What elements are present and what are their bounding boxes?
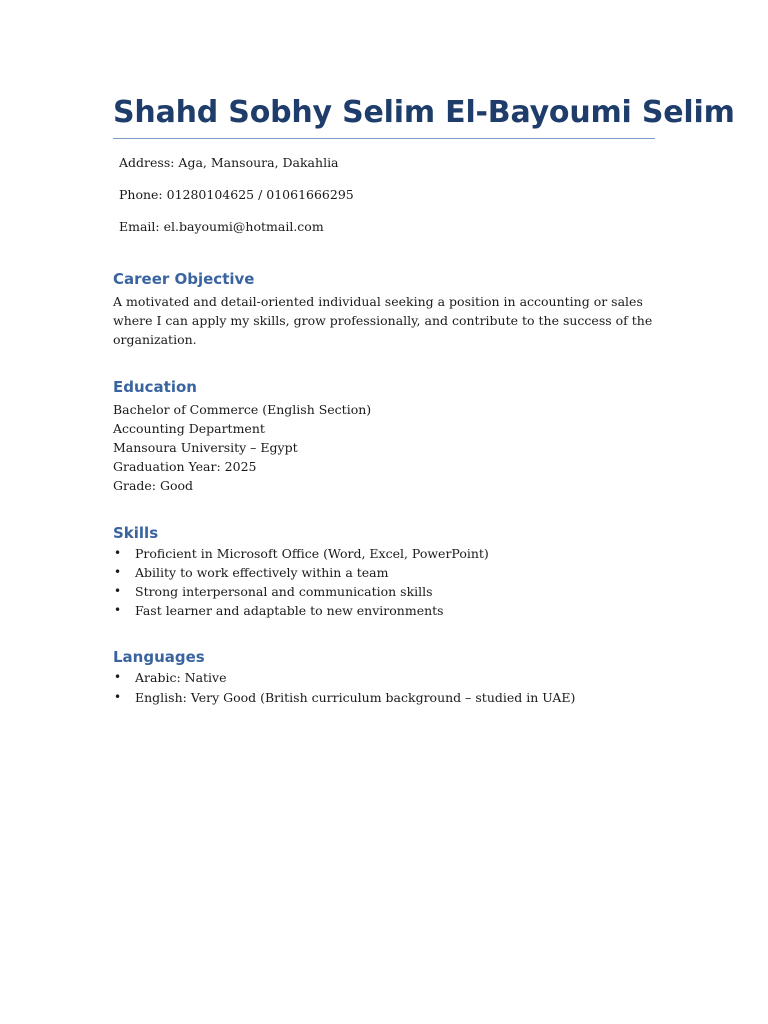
education-line: Mansoura University – Egypt [113,440,298,456]
languages-list [113,668,655,706]
section-career-objective [113,268,655,350]
list-item [113,582,655,601]
education-line: Accounting Department [113,420,265,436]
education-line: Grade: Good [113,478,194,494]
bullet-icon: • [114,670,122,685]
applicant-name: Shahd Sobhy Selim El-Bayoumi Selim [113,95,735,130]
contact-email: Email: el.bayoumi@hotmail.com [119,219,324,234]
bullet-icon: • [114,689,122,704]
contact-address: Address: Aga, Mansoura, Dakahlia [119,155,339,170]
list-item [113,563,655,582]
resume-page [113,92,735,707]
bullet-icon: • [114,564,122,579]
language-text: Arabic: Native [135,670,227,686]
skills-heading: Skills [113,523,159,542]
skill-text: Ability to work effectively within a team [135,564,389,580]
list-item [113,688,655,707]
contact-block [113,153,655,249]
career-objective-text: A motivated and detail-oriented individual seeking a position in accounting or sales where I can apply my skills, grow professionally, and contribute to the success of the organization. [113,294,653,348]
skill-text: Strong interpersonal and communication skills [135,584,433,600]
contact-phone: Phone: 01280104625 / 01061666295 [119,187,354,202]
bullet-icon: • [114,584,122,599]
education-line: Graduation Year: 2025 [113,459,257,475]
career-objective-heading: Career Objective [113,270,255,288]
education-line: Bachelor of Commerce (English Section) [113,401,372,417]
education-heading: Education [113,377,197,396]
bullet-icon: • [114,603,122,618]
language-text: English: Very Good (British curriculum background – studied in UAE) [135,689,576,705]
bullet-icon: • [114,545,122,560]
skill-text: Fast learner and adaptable to new environments [135,603,444,619]
section-skills [113,522,655,621]
list-item [113,544,655,563]
section-languages [113,646,655,706]
section-education [113,376,655,496]
list-item [113,668,655,687]
languages-heading: Languages [113,648,205,667]
education-details [113,400,655,496]
list-item [113,601,655,620]
skills-list [113,544,655,621]
skill-text: Proficient in Microsoft Office (Word, Excel, PowerPoint) [135,545,489,561]
title-divider [113,138,655,139]
